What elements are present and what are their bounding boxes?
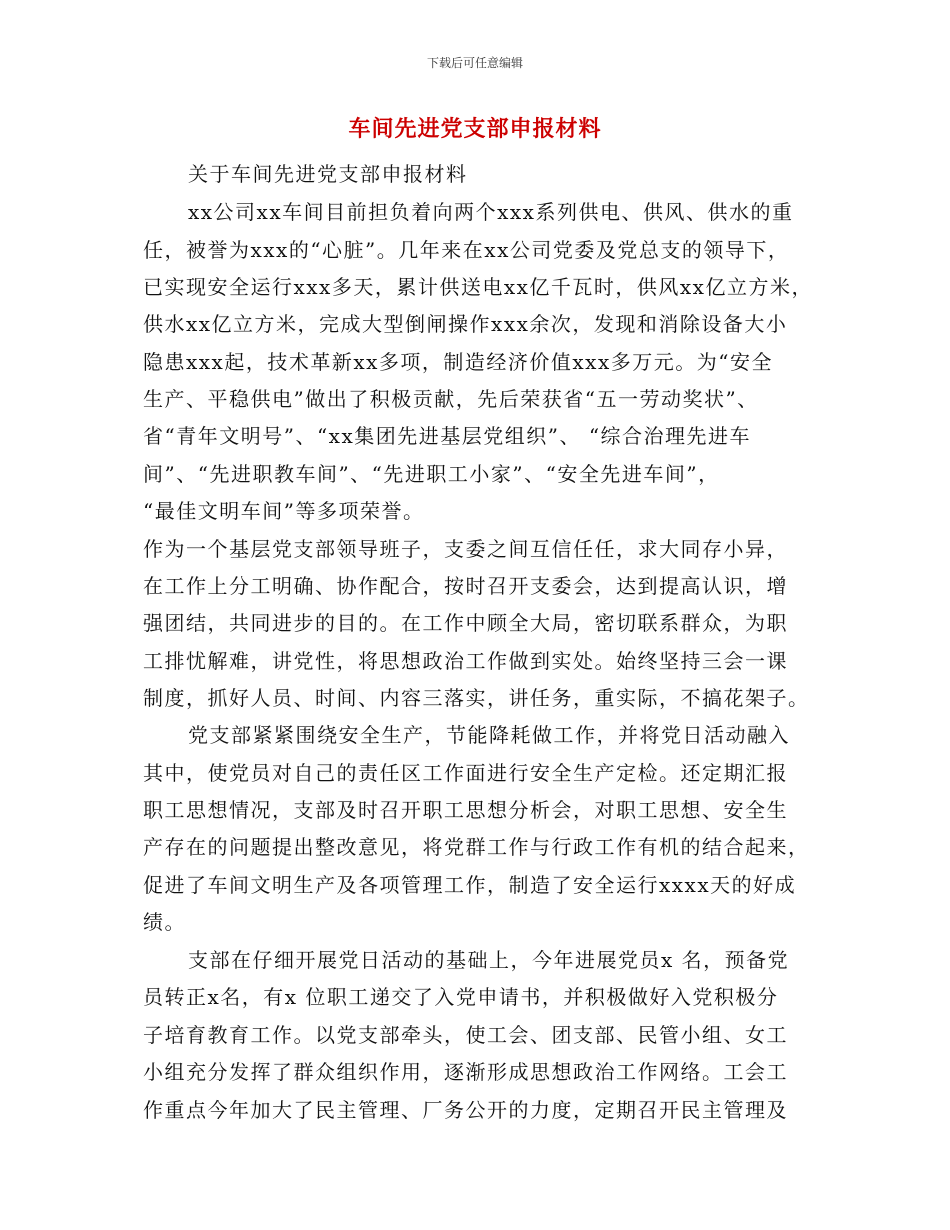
- body-line: 其中，使党员对自己的责任区工作面进行安全生产定检。还定期汇报: [143, 761, 788, 785]
- body-line: 隐患xxx起，技术革新xx多项，制造经济价值xxx多万元。为“安全: [143, 350, 773, 374]
- body-line: 已实现安全运行xxx多天，累计供送电xx亿千瓦时，供风xx亿立方米，: [143, 275, 813, 299]
- body-line: 强团结，共同进步的目的。在工作中顾全大局，密切联系群众，为职: [143, 611, 788, 635]
- body-line: 职工思想情况，支部及时召开职工思想分析会，对职工思想、安全生: [143, 798, 788, 822]
- body-line: 任，被誉为xxx的“心脏”。几年来在xx公司党委及党总支的领导下，: [143, 238, 790, 262]
- body-line: 省“青年文明号”、“xx集团先进基层党组织”、 “综合治理先进车: [143, 424, 752, 448]
- body-line: “最佳文明车间”等多项荣誉。: [143, 499, 425, 523]
- body-line: 小组充分发挥了群众组织作用，逐渐形成思想政治工作网络。工会工: [143, 1060, 788, 1084]
- body-line: 员转正x名，有x 位职工递交了入党申请书，并积极做好入党积极分: [143, 985, 779, 1009]
- body-line: 制度，抓好人员、时间、内容三落实，讲任务，重实际，不搞花架子。: [143, 686, 810, 710]
- body-line: 关于车间先进党支部申报材料: [188, 162, 468, 186]
- body-line: 绩。: [143, 910, 186, 934]
- body-line: 作为一个基层党支部领导班子，支委之间互信任任，求大同存小异，: [143, 537, 788, 561]
- body-line: 促进了车间文明生产及各项管理工作，制造了安全运行xxxx天的好成: [143, 873, 797, 897]
- body-line: 产存在的问题提出整改意见，将党群工作与行政工作有机的结合起来，: [143, 835, 810, 859]
- body-line: 生产、平稳供电”做出了积极贡献，先后荣获省“五一劳动奖状”、: [143, 387, 759, 411]
- body-line: xx公司xx车间目前担负着向两个xxx系列供电、供风、供水的重: [188, 200, 794, 224]
- body-line: 工排忧解难，讲党性，将思想政治工作做到实处。始终坚持三会一课: [143, 649, 788, 673]
- body-line: 支部在仔细开展党日活动的基础上，今年进展党员x 名，预备党: [188, 948, 790, 972]
- body-line: 子培育教育工作。以党支部牵头，使工会、团支部、民管小组、女工: [143, 1023, 788, 1047]
- body-line: 党支部紧紧围绕安全生产，节能降耗做工作，并将党日活动融入: [188, 723, 790, 747]
- body-line: 作重点今年加大了民主管理、厂务公开的力度，定期召开民主管理及: [143, 1098, 788, 1122]
- header-note: 下载后可任意编辑: [426, 56, 523, 70]
- document-title: 车间先进党支部申报材料: [348, 117, 602, 142]
- body-line: 供水xx亿立方米，完成大型倒闸操作xxx余次，发现和消除设备大小: [143, 312, 788, 336]
- body-line: 间”、“先进职教车间”、“先进职工小家”、“安全先进车间”，: [143, 462, 720, 486]
- body-line: 在工作上分工明确、协作配合，按时召开支委会，达到提高认识，增: [143, 574, 788, 598]
